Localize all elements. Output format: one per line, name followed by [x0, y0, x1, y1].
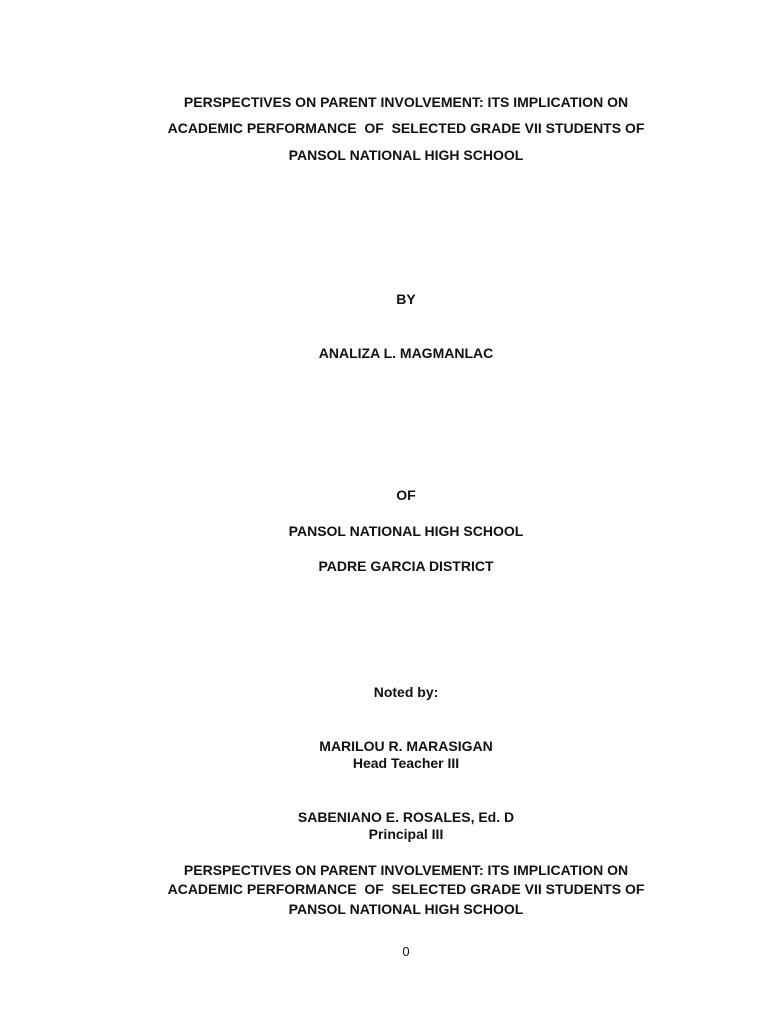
of-label: OF [396, 487, 416, 503]
title-line-2: ACADEMIC PERFORMANCE OF SELECTED GRADE VII STUDENTS OF [167, 120, 645, 136]
title-repeat-line-1: PERSPECTIVES ON PARENT INVOLVEMENT: ITS IMPLICATION ON [183, 862, 629, 878]
school-name: PANSOL NATIONAL HIGH SCHOOL [288, 523, 524, 539]
district-name: PADRE GARCIA DISTRICT [318, 558, 494, 574]
noted-by-label: Noted by: [373, 684, 439, 700]
title-repeat-line-3: PANSOL NATIONAL HIGH SCHOOL [288, 901, 524, 917]
title-line-3: PANSOL NATIONAL HIGH SCHOOL [288, 147, 524, 163]
author-name: ANALIZA L. MAGMANLAC [318, 345, 494, 361]
notary-2-position: Principal III [368, 826, 444, 842]
title-line-1: PERSPECTIVES ON PARENT INVOLVEMENT: ITS IMPLICATION ON [183, 94, 629, 110]
notary-2-name: SABENIANO E. ROSALES, Ed. D [297, 809, 515, 825]
by-label: BY [396, 291, 416, 307]
notary-1-name: MARILOU R. MARASIGAN [319, 738, 493, 754]
page-number: 0 [402, 944, 410, 959]
title-repeat-line-2: ACADEMIC PERFORMANCE OF SELECTED GRADE VII STUDENTS OF [167, 881, 645, 897]
notary-1-position: Head Teacher III [352, 755, 460, 771]
